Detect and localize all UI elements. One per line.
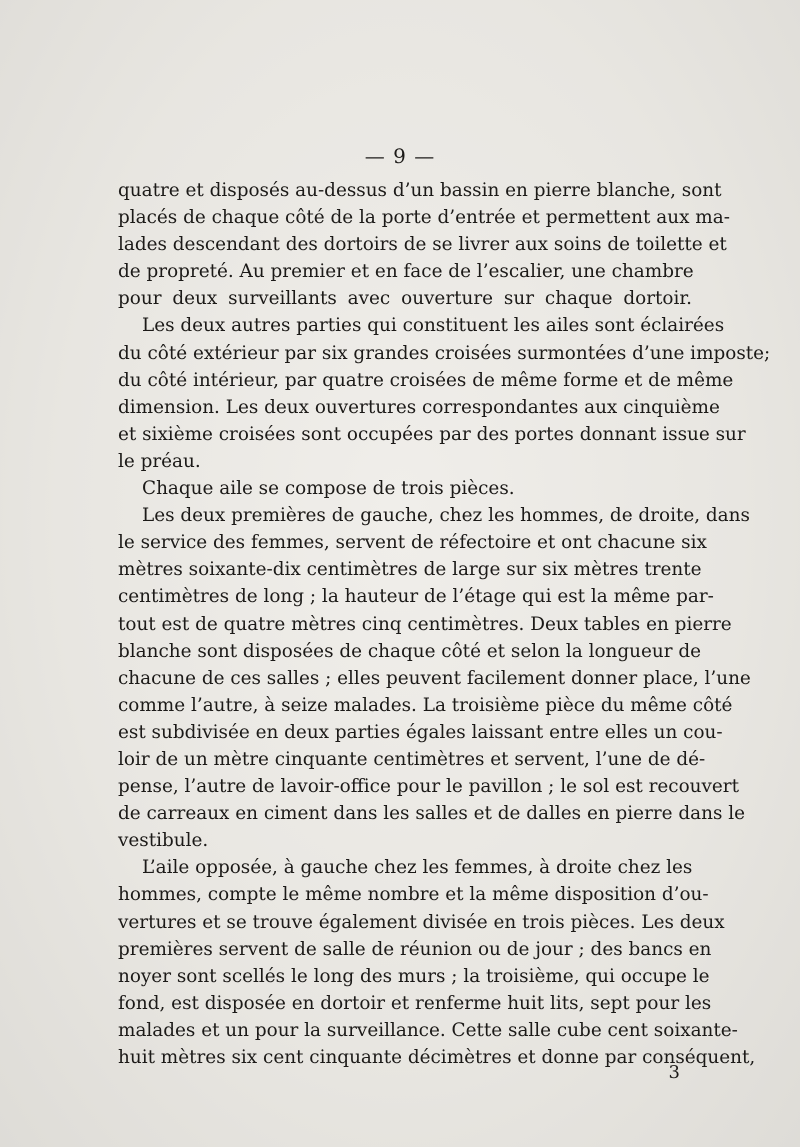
text-line: mètres soixante-dix centimètres de large sur six mètres trente <box>118 559 702 581</box>
text-line: loir de un mètre cinquante centimètres et servent, l’une de dé- <box>118 748 706 770</box>
text-line: le service des femmes, servent de réfectoire et ont chacune six <box>118 532 707 554</box>
body-text <box>118 177 771 1071</box>
text-line: blanche sont disposées de chaque côté et selon la longueur de <box>118 640 702 662</box>
text-line: comme l’autre, à seize malades. La troisième pièce du même côté <box>118 694 733 716</box>
text-line: quatre et disposés au-dessus d’un bassin en pierre blanche, sont <box>118 180 722 201</box>
page-number: — 9 — <box>364 144 436 168</box>
text-line: est subdivisée en deux parties égales laissant entre elles un cou- <box>118 721 723 743</box>
text-line: vestibule. <box>118 830 209 852</box>
text-line: du côté intérieur, par quatre croisées de même forme et de même <box>118 369 734 391</box>
text-line: malades et un pour la surveillance. Cette salle cube cent soixante- <box>118 1019 738 1041</box>
text-line: Les deux autres parties qui constituent les ailes sont éclairées <box>142 315 725 337</box>
text-line: hommes, compte le même nombre et la même disposition d’ou- <box>118 884 709 906</box>
text-line: de propreté. Au premier et en face de l’escalier, une chambre <box>118 261 694 283</box>
text-line: pense, l’autre de lavoir-office pour le pavillon ; le sol est recouvert <box>118 776 739 798</box>
text-line: placés de chaque côté de la porte d’entrée et permettent aux ma- <box>118 207 730 229</box>
text-line: fond, est disposée en dortoir et renferme huit lits, sept pour les <box>118 992 712 1014</box>
signature-mark: 3 <box>668 1062 680 1083</box>
text-line: premières servent de salle de réunion ou de jour ; des bancs en <box>118 938 712 960</box>
text-line: dimension. Les deux ouvertures correspondantes aux cinquième <box>118 396 720 418</box>
text-line: centimètres de long ; la hauteur de l’étage qui est la même par- <box>118 586 714 608</box>
text-line: chacune de ces salles ; elles peuvent facilement donner place, l’une <box>118 667 751 689</box>
text-line: pour deux surveillants avec ouverture sur chaque dortoir. <box>118 288 692 310</box>
text-line: le préau. <box>118 450 201 472</box>
text-line: tout est de quatre mètres cinq centimètres. Deux tables en pierre <box>118 613 732 635</box>
text-line: huit mètres six cent cinquante décimètres et donne par conséquent, <box>118 1047 756 1068</box>
text-line: vertures et se trouve également divisée en trois pièces. Les deux <box>118 911 725 933</box>
text-line: lades descendant des dortoirs de se livrer aux soins de toilette et <box>118 234 727 256</box>
text-line: noyer sont scellés le long des murs ; la troisième, qui occupe le <box>118 965 710 987</box>
text-line: de carreaux en ciment dans les salles et de dalles en pierre dans le <box>118 803 746 825</box>
text-line: Chaque aile se compose de trois pièces. <box>142 478 515 500</box>
text-line: L’aile opposée, à gauche chez les femmes, à droite chez les <box>142 857 693 879</box>
text-line: Les deux premières de gauche, chez les hommes, de droite, dans <box>142 505 750 527</box>
text-line: du côté extérieur par six grandes croisées surmontées d’une imposte; <box>118 342 771 364</box>
text-line: et sixième croisées sont occupées par des portes donnant issue sur <box>118 423 746 445</box>
